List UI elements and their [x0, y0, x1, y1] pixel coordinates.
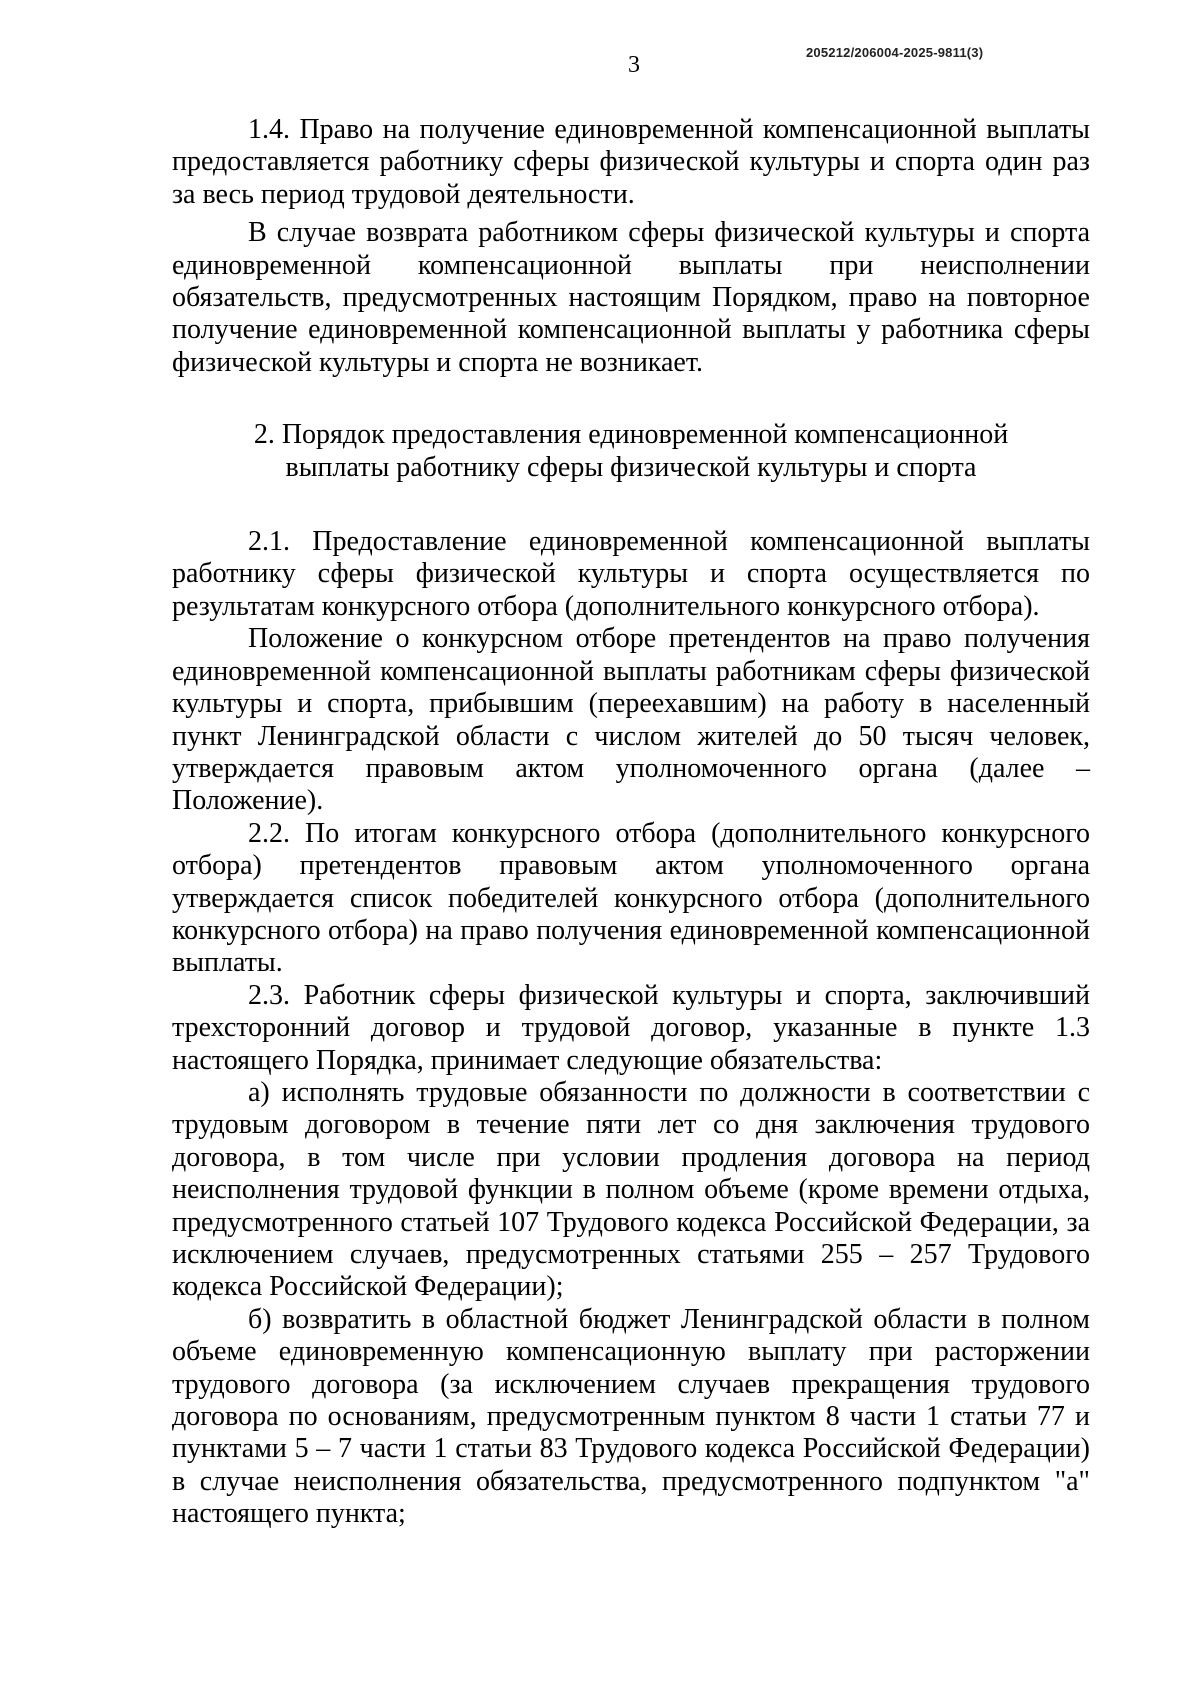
paragraph-2-2: 2.2. По итогам конкурсного отбора (дополнительного конкурсного отбора) претендентов правовым актом уполномоченного органа утверждается список победителей конкурсного отбора (дополнительного конкурсного отбора) на право получения единовременной компенсационной выплаты.: [172, 817, 1090, 979]
document-body: [172, 114, 1090, 1531]
paragraph-2-3: 2.3. Работник сферы физической культуры и спорта, заключивший трехсторонний договор и трудовой договор, указанные в пункте 1.3 настоящего Порядка, принимает следующие обязательства:: [172, 979, 1090, 1076]
paragraph-regulation: Положение о конкурсном отборе претендентов на право получения единовременной компенсационной выплаты работникам сферы физической культуры и спорта, прибывшим (переехавшим) на работу в населенный пункт Ленинградской области с числом жителей до 50 тысяч человек, утверждается правовым актом уполномоченного органа (далее – Положение).: [172, 623, 1090, 817]
document-registration-code: 205212/206004-2025-9811(3): [806, 45, 984, 60]
paragraph-1-4: 1.4. Право на получение единовременной компенсационной выплаты предоставляется работнику сферы физической культуры и спорта один раз за весь период трудовой деятельности.: [172, 114, 1090, 210]
paragraph-2-3-a: а) исполнять трудовые обязанности по должности в соответствии с трудовым договором в течение пяти лет со дня заключения трудового договора, в том числе при условии продления договора на период неисполнения трудовой функции в полном объеме (кроме времени отдыха, предусмотренного статьей 107 Трудового кодекса Российской Федерации, за исключением случаев, предусмотренных статьями 255 – 257 Трудового кодекса Российской Федерации);: [172, 1076, 1090, 1303]
page-number: 3: [628, 52, 640, 78]
section-heading: [172, 419, 1090, 484]
paragraph-2-3-b: б) возвратить в областной бюджет Ленинградской области в полном объеме единовременную компенсационную выплату при расторжении трудового договора (за исключением случаев прекращения трудового договора по основаниям, предусмотренным пунктом 8 части 1 статьи 77 и пунктами 5 – 7 части 1 статьи 83 Трудового кодекса Российской Федерации) в случае неисполнения обязательства, предусмотренного подпунктом "а" настоящего пункта;: [172, 1303, 1090, 1530]
paragraph-2-1: 2.1. Предоставление единовременной компенсационной выплаты работнику сферы физической культуры и спорта осуществляется по результатам конкурсного отбора (дополнительного конкурсного отбора).: [172, 526, 1090, 622]
section-heading-line-2: выплаты работнику сферы физической культуры и спорта: [285, 451, 977, 483]
section-heading-line-1: 2. Порядок предоставления единовременной компенсационной: [253, 419, 1009, 451]
paragraph-1-4-return-case: В случае возврата работником сферы физической культуры и спорта единовременной компенсационной выплаты при неисполнении обязательств, предусмотренных настоящим Порядком, право на повторное получение единовременной компенсационной выплаты у работника сферы физической культуры и спорта не возникает.: [172, 217, 1090, 378]
